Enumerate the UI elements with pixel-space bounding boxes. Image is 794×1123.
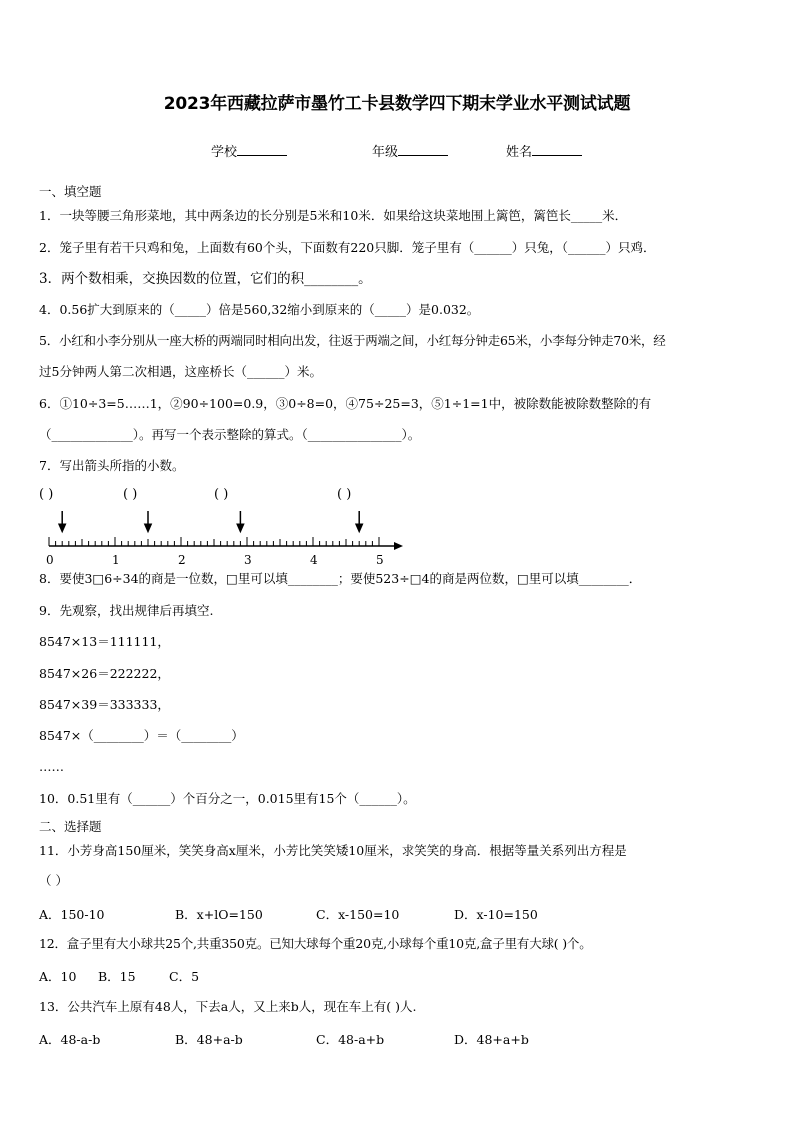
question-3: 3．两个数相乘，交换因数的位置，它们的积________。: [39, 271, 372, 287]
number-line-pointer-arrowhead: [59, 524, 66, 532]
number-line-tick-label: 0: [46, 553, 54, 567]
question-9-ellipsis: ……: [39, 759, 64, 774]
number-line-figure: [39, 478, 409, 570]
name-field[interactable]: 姓名: [506, 141, 582, 160]
question-13: 13．公共汽车上原有48人，下去a人，又上来b人，现在车上有( )人.: [39, 999, 417, 1014]
school-field[interactable]: 学校: [211, 141, 287, 160]
question-5-line-1: 5．小红和小李分别从一座大桥的两端同时相向出发，往返于两端之间，小红每分钟走65米，小李每分钟走70米，经: [39, 333, 666, 348]
question-1: 1．一块等腰三角形菜地，其中两条边的长分别是5米和10米．如果给这块菜地围上篱笆，篱笆长_____米．: [39, 208, 628, 223]
q13-option-c[interactable]: C．48-a+b: [316, 1032, 385, 1047]
question-12: 12．盒子里有大小球共25个,共重350克。已知大球每个重20克,小球每个重10克,盒子里有大球( )个。: [39, 936, 592, 951]
q12-option-b[interactable]: B．15: [98, 969, 136, 984]
answer-bracket-2: ( ): [123, 487, 138, 502]
question-10: 10．0.51里有（______）个百分之一，0.015里有15个（______）。: [39, 791, 416, 806]
q13-option-d[interactable]: D．48+a+b: [454, 1032, 529, 1047]
q11-option-a[interactable]: A．150-10: [39, 907, 105, 922]
question-9: 9．先观察，找出规律后再填空.: [39, 603, 214, 618]
q13-option-a[interactable]: A．48-a-b: [39, 1032, 101, 1047]
number-line-tick-label: 4: [310, 553, 318, 567]
number-line-tick-label: 2: [178, 553, 186, 567]
number-line-tick-label: 5: [376, 553, 384, 567]
answer-bracket-3: ( ): [214, 487, 229, 502]
number-line-pointer-arrowhead: [145, 524, 152, 532]
number-line-svg: [39, 478, 409, 570]
number-line-pointer-arrowhead: [356, 524, 363, 532]
question-6-line-1: 6．①10÷3=5……1，②90÷100=0.9，③0÷8=0，④75÷25=3，⑤1÷1=1中，被除数能被除数整除的有: [39, 396, 652, 411]
number-line-arrowhead: [394, 542, 403, 550]
number-line-pointer-arrowhead: [237, 524, 244, 532]
q11-option-b[interactable]: B．x+lO=150: [175, 907, 263, 922]
question-5-line-2: 过5分钟两人第二次相遇，这座桥长（______）米。: [39, 364, 322, 379]
question-8: 8．要使3□6÷34的商是一位数，□里可以填________；要使523÷□4的商是两位数，□里可以填________．: [39, 571, 642, 586]
question-9-line-4: 8547×（________）＝（________）: [39, 728, 244, 743]
q13-option-b[interactable]: B．48+a-b: [175, 1032, 243, 1047]
question-11: 11．小芳身高150厘米，笑笑身高x厘米，小芳比笑笑矮10厘米，求笑笑的身高．根据等量关系列出方程是: [39, 843, 627, 858]
q11-option-c[interactable]: C．x-150=10: [316, 907, 400, 922]
answer-bracket-4: ( ): [337, 487, 352, 502]
section-heading-choice: 二、选择题: [39, 819, 102, 834]
question-4: 4．0.56扩大到原来的（_____）倍是560,32缩小到原来的（_____）是0.032。: [39, 302, 480, 317]
question-9-line-1: 8547×13＝111111，: [39, 634, 170, 649]
question-9-line-3: 8547×39＝333333，: [39, 697, 170, 712]
question-11-answer-paren: （ ）: [39, 873, 68, 888]
answer-bracket-1: ( ): [39, 487, 54, 502]
question-9-line-2: 8547×26＝222222，: [39, 666, 170, 681]
question-7: 7．写出箭头所指的小数。: [39, 458, 185, 473]
section-heading-fill-blank: 一、填空题: [39, 184, 102, 199]
number-line-tick-label: 1: [112, 553, 120, 567]
number-line-tick-label: 3: [244, 553, 252, 567]
question-6-line-2: （_____________）。再写一个表示整除的算式。（_______________）。: [39, 427, 421, 442]
question-2: 2．笼子里有若干只鸡和兔，上面数有60个头，下面数有220只脚．笼子里有（______）只兔，（______）只鸡．: [39, 240, 656, 255]
grade-field[interactable]: 年级: [372, 141, 448, 160]
page-title: 2023年西藏拉萨市墨竹工卡县数学四下期末学业水平测试试题: [163, 94, 631, 114]
q11-option-d[interactable]: D．x-10=150: [454, 907, 538, 922]
q12-option-a[interactable]: A．10: [39, 969, 77, 984]
q12-option-c[interactable]: C．5: [169, 969, 200, 984]
